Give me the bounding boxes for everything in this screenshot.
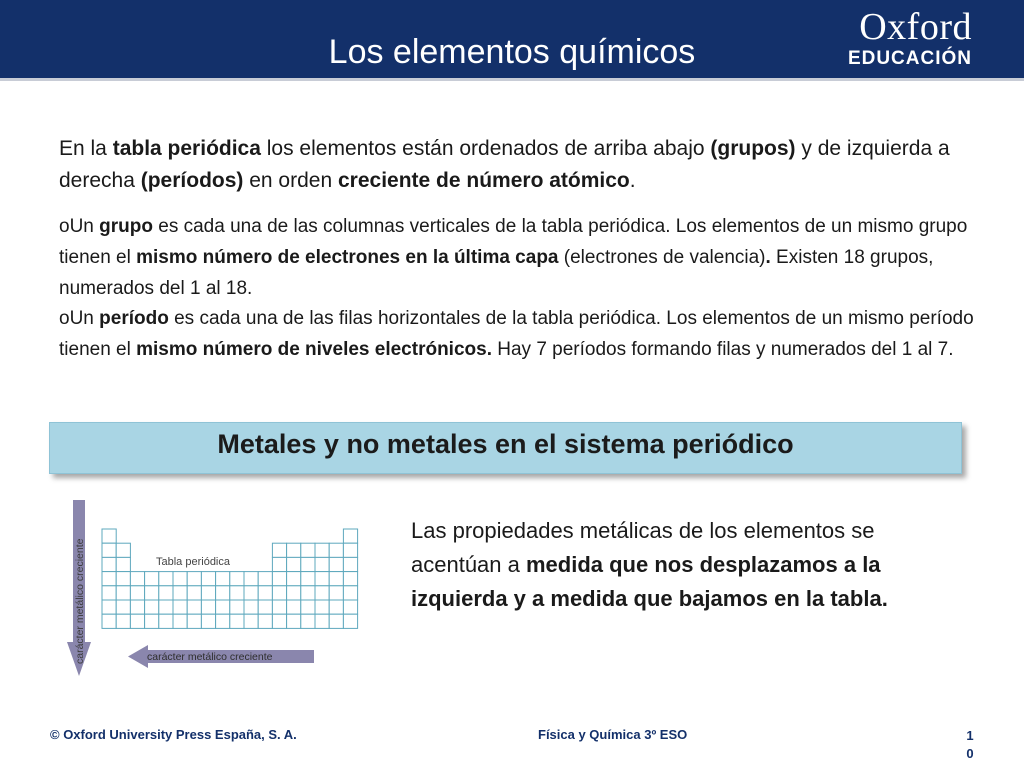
table-cell: [329, 586, 343, 600]
bullet-bold: .: [765, 247, 771, 268]
table-cell: [145, 614, 159, 628]
table-cell: [258, 614, 272, 628]
periodic-table-grid: [102, 529, 358, 628]
bullet-period: [59, 303, 979, 365]
table-cell: [244, 614, 258, 628]
table-cell: [116, 543, 130, 557]
intro-bold: (grupos): [710, 137, 796, 160]
table-cell: [343, 614, 357, 628]
table-cell: [343, 557, 357, 571]
intro-paragraph: [59, 133, 969, 197]
horizontal-arrow-label: carácter metálico creciente: [147, 651, 273, 663]
table-cell: [173, 614, 187, 628]
table-cell: [130, 586, 144, 600]
bullet-bold: mismo número de niveles electrónicos.: [136, 339, 492, 360]
table-cell: [201, 600, 215, 614]
bullet-marker: o: [59, 216, 70, 237]
table-cell: [145, 600, 159, 614]
table-cell: [216, 614, 230, 628]
table-cell: [301, 572, 315, 586]
side-text-plain: Las propiedades metálicas de los elementos se acentúan a: [411, 518, 875, 577]
intro-bold: (períodos): [140, 169, 244, 192]
table-cell: [230, 586, 244, 600]
table-cell: [130, 572, 144, 586]
slide-title: Los elementos químicos: [328, 33, 696, 71]
table-cell: [145, 586, 159, 600]
table-cell: [315, 557, 329, 571]
table-cell: [116, 572, 130, 586]
metallic-properties-text: [411, 514, 971, 616]
header-bar: [0, 0, 1024, 78]
intro-bold: creciente de número atómico: [337, 169, 630, 192]
table-cell: [130, 600, 144, 614]
table-cell: [301, 586, 315, 600]
bullet-text: Un: [69, 308, 100, 329]
table-cell: [258, 600, 272, 614]
table-cell: [244, 586, 258, 600]
intro-text: y de izquierda a derecha: [59, 137, 950, 192]
table-label: Tabla periódica: [156, 556, 230, 568]
table-cell: [116, 557, 130, 571]
bullet-text: Existen 18 grupos, numerados del 1 al 18.: [59, 247, 934, 299]
oxford-logo: [848, 8, 972, 70]
table-cell: [102, 600, 116, 614]
table-cell: [272, 543, 286, 557]
table-cell: [201, 614, 215, 628]
table-cell: [173, 586, 187, 600]
table-cell: [230, 614, 244, 628]
table-cell: [272, 586, 286, 600]
table-cell: [343, 543, 357, 557]
table-cell: [102, 586, 116, 600]
table-cell: [244, 572, 258, 586]
table-cell: [258, 572, 272, 586]
table-cell: [102, 614, 116, 628]
table-cell: [159, 614, 173, 628]
periodic-table-figure: [58, 492, 368, 687]
table-cell: [329, 543, 343, 557]
bullet-marker: o: [59, 308, 70, 329]
table-cell: [301, 614, 315, 628]
table-cell: [287, 614, 301, 628]
bullet-text: es cada una de las columnas verticales de la tabla periódica. Los elementos de un mismo grupo tienen el: [59, 216, 968, 268]
section-banner: Metales y no metales en el sistema periódico: [49, 422, 962, 474]
table-cell: [301, 600, 315, 614]
table-cell: [201, 586, 215, 600]
table-cell: [159, 586, 173, 600]
bullet-text: es cada una de las filas horizontales de la tabla periódica. Los elementos de un mismo período tienen el: [59, 308, 974, 360]
logo-oxford-text: Oxford: [859, 6, 972, 48]
table-cell: [102, 557, 116, 571]
logo-educacion-text: EDUCACIÓN: [847, 48, 972, 69]
table-cell: [116, 600, 130, 614]
table-cell: [287, 543, 301, 557]
footer-course: Física y Química 3º ESO: [538, 727, 688, 742]
table-cell: [329, 557, 343, 571]
table-cell: [272, 557, 286, 571]
table-cell: [315, 586, 329, 600]
table-cell: [102, 543, 116, 557]
table-cell: [315, 543, 329, 557]
table-cell: [116, 586, 130, 600]
bullet-bold: período: [99, 308, 169, 329]
table-cell: [187, 572, 201, 586]
table-cell: [315, 600, 329, 614]
table-cell: [244, 600, 258, 614]
table-cell: [187, 614, 201, 628]
table-cell: [159, 572, 173, 586]
table-cell: [216, 586, 230, 600]
intro-text: los elementos están ordenados de arriba abajo: [260, 137, 711, 160]
intro-bold: tabla periódica: [112, 137, 261, 160]
table-cell: [201, 572, 215, 586]
table-cell: [230, 572, 244, 586]
intro-text: en orden: [243, 169, 338, 192]
bullet-bold: grupo: [99, 216, 153, 237]
table-cell: [287, 572, 301, 586]
table-cell: [287, 600, 301, 614]
table-cell: [159, 600, 173, 614]
table-cell: [343, 529, 357, 543]
footer-copyright: © Oxford University Press España, S. A.: [50, 727, 297, 742]
table-cell: [173, 572, 187, 586]
table-cell: [116, 614, 130, 628]
side-text-bold: medida que nos desplazamos a la izquierda y a medida que bajamos en la tabla.: [411, 552, 888, 611]
table-cell: [272, 572, 286, 586]
table-cell: [145, 572, 159, 586]
header-divider: [0, 78, 1024, 81]
table-cell: [343, 572, 357, 586]
bullet-text: (electrones de valencia): [558, 247, 766, 268]
table-cell: [315, 614, 329, 628]
periodic-table-illustration: [58, 492, 368, 682]
table-cell: [301, 543, 315, 557]
table-cell: [315, 572, 329, 586]
bullet-text: Hay 7 períodos formando filas y numerados del 1 al 7.: [491, 339, 954, 360]
table-cell: [287, 586, 301, 600]
bullet-text: Un: [69, 216, 100, 237]
bullet-group: [59, 211, 979, 304]
intro-text: .: [629, 169, 636, 192]
table-cell: [301, 557, 315, 571]
intro-text: En la: [59, 137, 113, 160]
page-number: 10: [966, 728, 974, 761]
table-cell: [173, 600, 187, 614]
table-cell: [130, 614, 144, 628]
table-cell: [216, 572, 230, 586]
table-cell: [230, 600, 244, 614]
table-cell: [343, 586, 357, 600]
table-cell: [343, 600, 357, 614]
bullet-bold: mismo número de electrones en la última capa: [136, 247, 559, 268]
table-cell: [102, 529, 116, 543]
table-cell: [287, 557, 301, 571]
table-cell: [187, 600, 201, 614]
table-cell: [272, 600, 286, 614]
table-cell: [329, 600, 343, 614]
vertical-arrow-label: carácter metálico creciente: [74, 538, 86, 664]
table-cell: [272, 614, 286, 628]
table-cell: [187, 586, 201, 600]
table-cell: [258, 586, 272, 600]
table-cell: [216, 600, 230, 614]
table-cell: [102, 572, 116, 586]
table-cell: [329, 572, 343, 586]
table-cell: [329, 614, 343, 628]
